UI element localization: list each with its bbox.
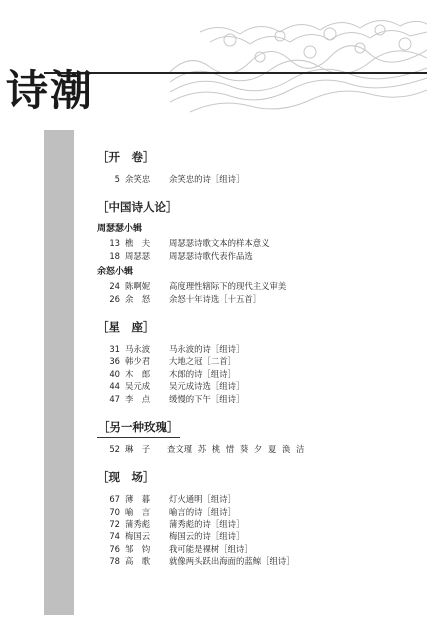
work-title: 灯火通明［组诗］ xyxy=(169,494,236,505)
toc-entry[interactable] xyxy=(97,173,417,185)
work-title: 大地之冠［二首］ xyxy=(169,356,236,367)
section-title: ［现 场］ xyxy=(97,470,155,485)
toc-entry[interactable] xyxy=(97,250,417,262)
page-number: 47 xyxy=(109,393,120,404)
page-number: 76 xyxy=(109,543,120,554)
author-name: 琳 子 xyxy=(125,443,151,454)
author-name: 蒲秀彪 xyxy=(125,519,151,530)
section-heading xyxy=(97,417,417,437)
author-name: 薄 暮 xyxy=(125,494,151,505)
work-title: 周瑟瑟诗歌文本的样本意义 xyxy=(169,238,270,249)
work-title: 吴元成诗选［组诗］ xyxy=(169,381,245,392)
toc-section xyxy=(97,197,417,305)
subgroup-title: 周瑟瑟小辑 xyxy=(97,224,143,235)
toc-entry[interactable] xyxy=(97,530,417,542)
author-name: 周瑟瑟 xyxy=(125,250,151,261)
section-title: ［中国诗人论］ xyxy=(97,200,178,215)
author-name: 余笑忠 xyxy=(125,174,151,184)
toc-section xyxy=(97,147,417,185)
section-heading xyxy=(97,317,417,337)
page-number: 78 xyxy=(109,556,120,567)
section-heading xyxy=(97,197,417,217)
toc-section xyxy=(97,467,417,567)
page-number: 31 xyxy=(109,343,120,354)
section-title: ［开 卷］ xyxy=(97,150,155,164)
author-name: 吴元成 xyxy=(125,381,151,392)
page-number: 24 xyxy=(109,281,120,292)
page-number: 26 xyxy=(109,293,120,304)
section-heading xyxy=(97,467,417,487)
section-heading xyxy=(97,147,417,167)
toc-section xyxy=(97,417,417,455)
work-title: 查文瑾 苏 桃 惜 葵 夕 夏 涣 洁 xyxy=(167,443,305,454)
table-of-contents xyxy=(97,147,417,580)
toc-entry[interactable] xyxy=(97,443,417,455)
section-title: ［星 座］ xyxy=(97,319,155,334)
author-name: 余 怒 xyxy=(125,293,151,304)
title-rule xyxy=(44,72,427,74)
toc-entry[interactable] xyxy=(97,543,417,555)
author-name: 高 歌 xyxy=(125,556,151,567)
author-name: 马永波 xyxy=(125,343,151,354)
work-title: 蒲秀彪的诗［组诗］ xyxy=(169,519,245,530)
author-name: 木 郎 xyxy=(125,368,151,379)
page-number: 52 xyxy=(109,443,120,454)
page-number: 72 xyxy=(109,519,120,530)
author-name: 樵 夫 xyxy=(125,238,151,249)
work-title: 马永波的诗［组诗］ xyxy=(169,343,245,354)
page-number: 13 xyxy=(109,238,120,249)
side-band xyxy=(44,130,74,615)
toc-entry[interactable] xyxy=(97,380,417,392)
toc-entry[interactable] xyxy=(97,393,417,405)
author-name: 韩少君 xyxy=(125,356,151,367)
author-name: 邹 钧 xyxy=(125,543,151,554)
toc-section xyxy=(97,317,417,405)
page-number: 70 xyxy=(109,506,120,517)
work-title: 梅国云的诗［组诗］ xyxy=(169,531,245,542)
toc-entry[interactable] xyxy=(97,237,417,249)
page-number: 74 xyxy=(109,531,120,542)
work-title: 就像两头跃出海面的蓝鲸［组诗］ xyxy=(169,556,295,567)
work-title: 我可能是裸树［组诗］ xyxy=(169,543,253,554)
toc-entry[interactable] xyxy=(97,343,417,355)
toc-entry[interactable] xyxy=(97,368,417,380)
work-title: 余笑忠的诗［组诗］ xyxy=(169,174,245,184)
work-title: 喻言的诗［组诗］ xyxy=(169,506,236,517)
author-name: 梅国云 xyxy=(125,531,151,542)
toc-entry[interactable] xyxy=(97,506,417,518)
toc-entry[interactable] xyxy=(97,280,417,292)
toc-entry[interactable] xyxy=(97,355,417,367)
work-title: 余怒十年诗选［十五首］ xyxy=(169,293,262,304)
magazine-title: 诗潮 xyxy=(6,66,95,115)
work-title: 周瑟瑟诗歌代表作品选 xyxy=(169,250,253,261)
subgroup-title: 余怒小辑 xyxy=(97,267,134,278)
page-number: 40 xyxy=(109,368,120,379)
toc-entry[interactable] xyxy=(97,493,417,505)
author-name: 陈啊妮 xyxy=(125,281,151,292)
page-number: 18 xyxy=(109,250,120,261)
author-name: 李 点 xyxy=(125,393,151,404)
work-title: 高度理性辖际下的现代主义审美 xyxy=(169,281,287,292)
work-title: 缓慢的下午［组诗］ xyxy=(169,393,245,404)
work-title: 木郎的诗［组诗］ xyxy=(169,368,236,379)
page-number: 5 xyxy=(114,174,120,184)
page-number: 67 xyxy=(109,494,120,505)
page-number: 44 xyxy=(109,381,120,392)
toc-entry[interactable] xyxy=(97,518,417,530)
toc-entry[interactable] xyxy=(97,293,417,305)
toc-entry[interactable] xyxy=(97,555,417,567)
page-number: 36 xyxy=(109,356,120,367)
section-title: ［另一种玫瑰］ xyxy=(97,417,180,438)
author-name: 喻 言 xyxy=(125,506,151,517)
